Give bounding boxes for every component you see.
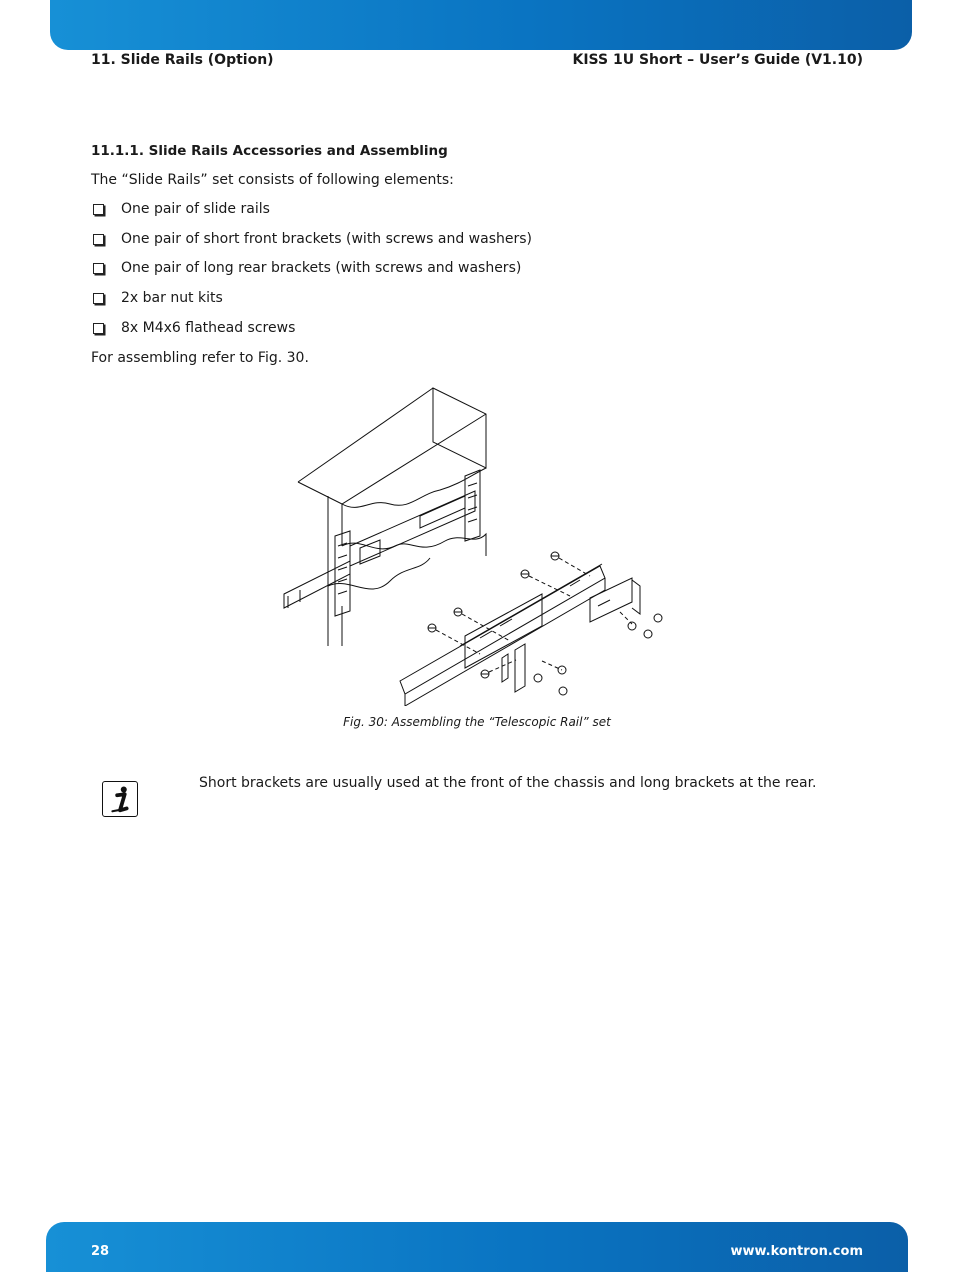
list-item: One pair of long rear brackets (with screws and washers)	[91, 260, 532, 290]
list-item: One pair of slide rails	[91, 201, 532, 231]
figure-caption: Fig. 30: Assembling the “Telescopic Rail” set	[343, 715, 611, 729]
list-item: 8x M4x6 flathead screws	[91, 320, 532, 350]
header-doc-title: KISS 1U Short – User’s Guide (V1.10)	[572, 52, 863, 68]
header-section: 11. Slide Rails (Option)	[91, 52, 274, 68]
info-icon	[102, 781, 138, 817]
checkbox-bullet-icon	[93, 204, 104, 215]
elements-list	[91, 201, 532, 349]
list-item: One pair of short front brackets (with screws and washers)	[91, 231, 532, 261]
footer-url[interactable]: www.kontron.com	[730, 1244, 863, 1259]
checkbox-bullet-icon	[93, 293, 104, 304]
note-text: Short brackets are usually used at the front of the chassis and long brackets at the rear.	[199, 775, 817, 791]
assembling-reference: For assembling refer to Fig. 30.	[91, 350, 309, 366]
rail-assembly-illustration	[280, 386, 680, 706]
intro-text: The “Slide Rails” set consists of following elements:	[91, 172, 454, 188]
checkbox-bullet-icon	[93, 234, 104, 245]
header-band	[50, 0, 912, 50]
list-item: 2x bar nut kits	[91, 290, 532, 320]
section-title: 11.1.1. Slide Rails Accessories and Assembling	[91, 143, 448, 159]
checkbox-bullet-icon	[93, 263, 104, 274]
checkbox-bullet-icon	[93, 323, 104, 334]
page-number: 28	[91, 1244, 110, 1259]
